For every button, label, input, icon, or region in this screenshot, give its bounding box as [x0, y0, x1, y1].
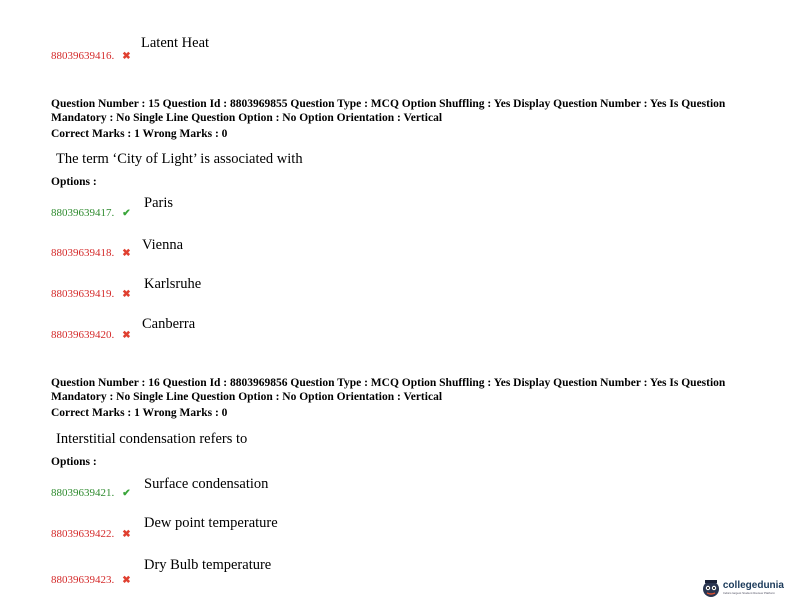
wrong-icon: ✖ [122, 248, 131, 259]
option-row [51, 46, 131, 64]
wrong-icon: ✖ [122, 51, 131, 62]
option-text: Latent Heat [141, 35, 210, 51]
option-row [51, 483, 131, 501]
mascot-icon [701, 578, 721, 598]
option-text: Canberra [142, 316, 196, 332]
option-id: 88039639421. [51, 487, 115, 499]
option-row [51, 284, 131, 302]
option-row [51, 570, 131, 588]
question-stem: Interstitial condensation refers to [56, 431, 248, 447]
logo-tagline: India's largest Student Review Platform [722, 591, 776, 595]
option-text: Dew point temperature [144, 515, 278, 531]
wrong-icon: ✖ [122, 330, 131, 341]
option-id: 88039639420. [51, 329, 115, 341]
option-text: Karlsruhe [144, 276, 202, 292]
option-id: 88039639416. [51, 50, 115, 62]
check-icon: ✔ [122, 208, 131, 219]
option-id: 88039639422. [51, 528, 115, 540]
check-icon: ✔ [122, 488, 131, 499]
option-text: Vienna [142, 237, 184, 253]
option-text: Dry Bulb temperature [144, 557, 272, 573]
wrong-icon: ✖ [122, 289, 131, 300]
option-id: 88039639418. [51, 247, 115, 259]
option-row [51, 524, 131, 542]
option-row [51, 325, 131, 343]
option-id: 88039639423. [51, 574, 115, 586]
question-marks: Correct Marks : 1 Wrong Marks : 0 [51, 407, 228, 419]
options-label: Options : [51, 456, 97, 468]
option-text: Paris [144, 195, 173, 211]
option-id: 88039639419. [51, 288, 115, 300]
options-label: Options : [51, 176, 97, 188]
option-row [51, 203, 131, 221]
question-marks: Correct Marks : 1 Wrong Marks : 0 [51, 128, 228, 140]
question-header: Question Number : 15 Question Id : 8803969855 Question Type : MCQ Option Shuffling : Yes Display Question Number : Yes Is Question Mandatory : No Single Line Question Option : No Option Orientation : Vertical [51, 98, 726, 124]
logo-text: collegedunia [722, 580, 784, 591]
collegedunia-logo [701, 578, 784, 598]
question-stem: The term ‘City of Light’ is associated with [56, 151, 303, 167]
option-row [51, 243, 131, 261]
option-text: Surface condensation [144, 476, 269, 492]
wrong-icon: ✖ [122, 529, 131, 540]
question-header: Question Number : 16 Question Id : 8803969856 Question Type : MCQ Option Shuffling : Yes Display Question Number : Yes Is Question Mandatory : No Single Line Question Option : No Option Orientation : Vertical [51, 377, 726, 403]
wrong-icon: ✖ [122, 575, 131, 586]
option-id: 88039639417. [51, 207, 115, 219]
